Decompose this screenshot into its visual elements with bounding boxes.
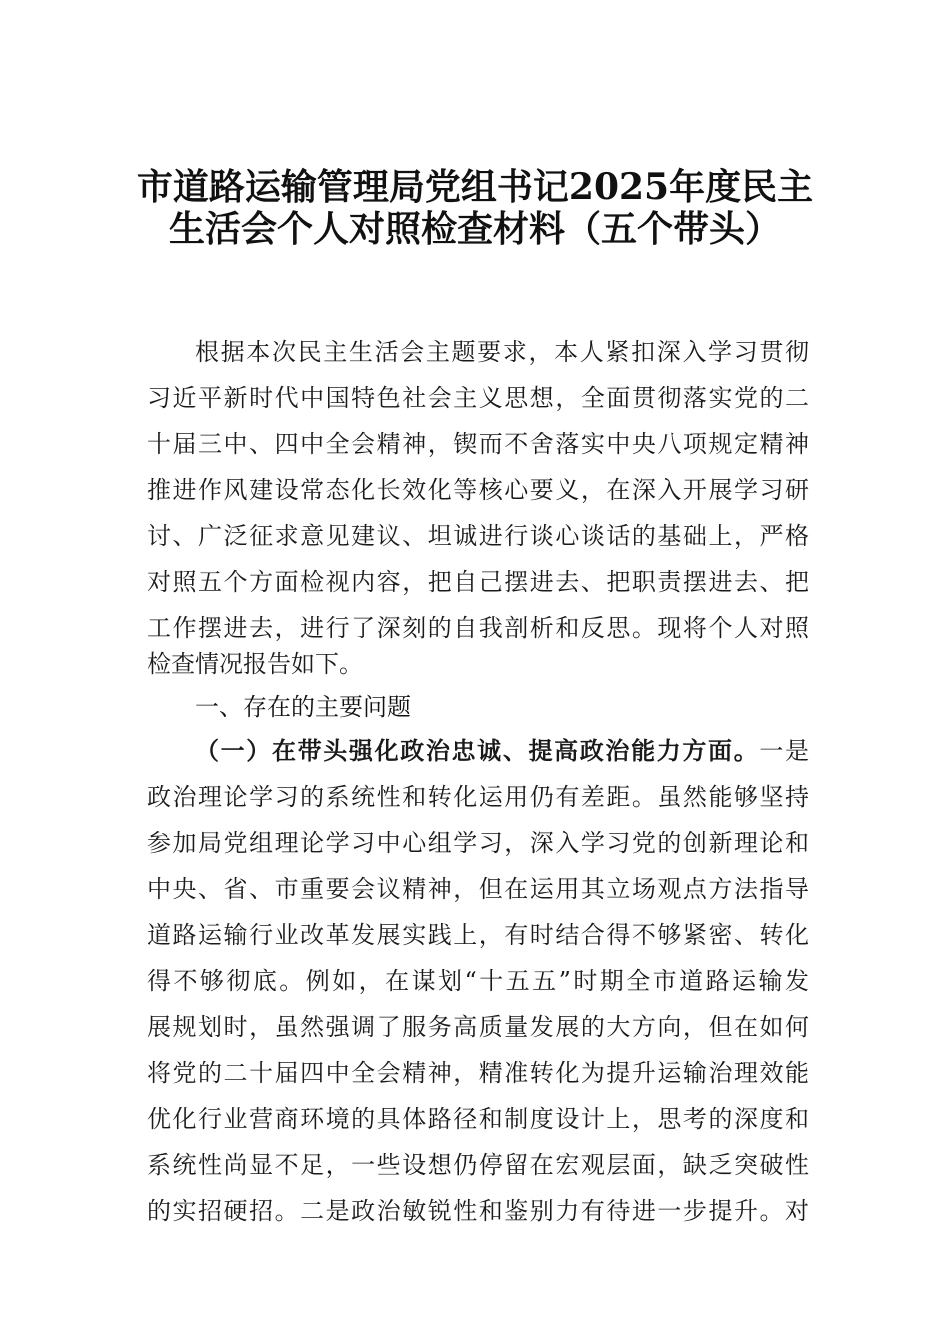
intro-line: 对照五个方面检视内容，把自己摆进去、把职责摆进去、把 [147,568,809,596]
subsection-line: 政治理论学习的系统性和转化运用仍有差距。虽然能够坚持 [147,783,809,811]
subsection-line: 将党的二十届四中全会精神，精准转化为提升运输治理效能 [147,1059,809,1087]
intro-line: 检查情况报告如下。 [147,650,363,678]
section-heading: 一、存在的主要问题 [195,693,411,721]
subsection-line: 优化行业营商环境的具体路径和制度设计上，思考的深度和 [147,1105,809,1133]
subsection-heading: （一）在带头强化政治忠诚、提高政治能力方面。 [195,736,760,765]
subsection-line: 的实招硬招。二是政治敏锐性和鉴别力有待进一步提升。对 [147,1197,809,1225]
subsection-line: 道路运输行业改革发展实践上，有时结合得不够紧密、转化 [147,921,809,949]
subsection-line: 得不够彻底。例如，在谋划“十五五”时期全市道路运输发 [147,967,809,995]
document-title-line-1: 市道路运输管理局党组书记2025年度民主 [136,166,814,208]
intro-line: 推进作风建设常态化长效化等核心要义，在深入开展学习研 [147,476,809,504]
intro-line: 工作摆进去，进行了深刻的自我剖析和反思。现将个人对照 [147,614,809,642]
intro-line: 讨、广泛征求意见建议、坦诚进行谈心谈话的基础上，严格 [147,522,809,550]
document-title-line-2: 生活会个人对照检查材料（五个带头） [168,208,781,250]
intro-line: 根据本次民主生活会主题要求，本人紧扣深入学习贯彻 [195,338,809,366]
subsection-line: 展规划时，虽然强调了服务高质量发展的大方向，但在如何 [147,1013,809,1041]
subsection-line: 参加局党组理论学习中心组学习，深入学习党的创新理论和 [147,829,809,857]
subsection-first-line-rest: 一是 [759,737,810,765]
intro-line: 十届三中、四中全会精神，锲而不舍落实中央八项规定精神 [147,430,809,458]
subsection-line: 系统性尚显不足，一些设想仍停留在宏观层面，缺乏突破性 [147,1151,809,1179]
subsection-first-line [195,728,809,774]
intro-line: 习近平新时代中国特色社会主义思想，全面贯彻落实党的二 [147,384,809,412]
subsection-line: 中央、省、市重要会议精神，但在运用其立场观点方法指导 [147,875,809,903]
